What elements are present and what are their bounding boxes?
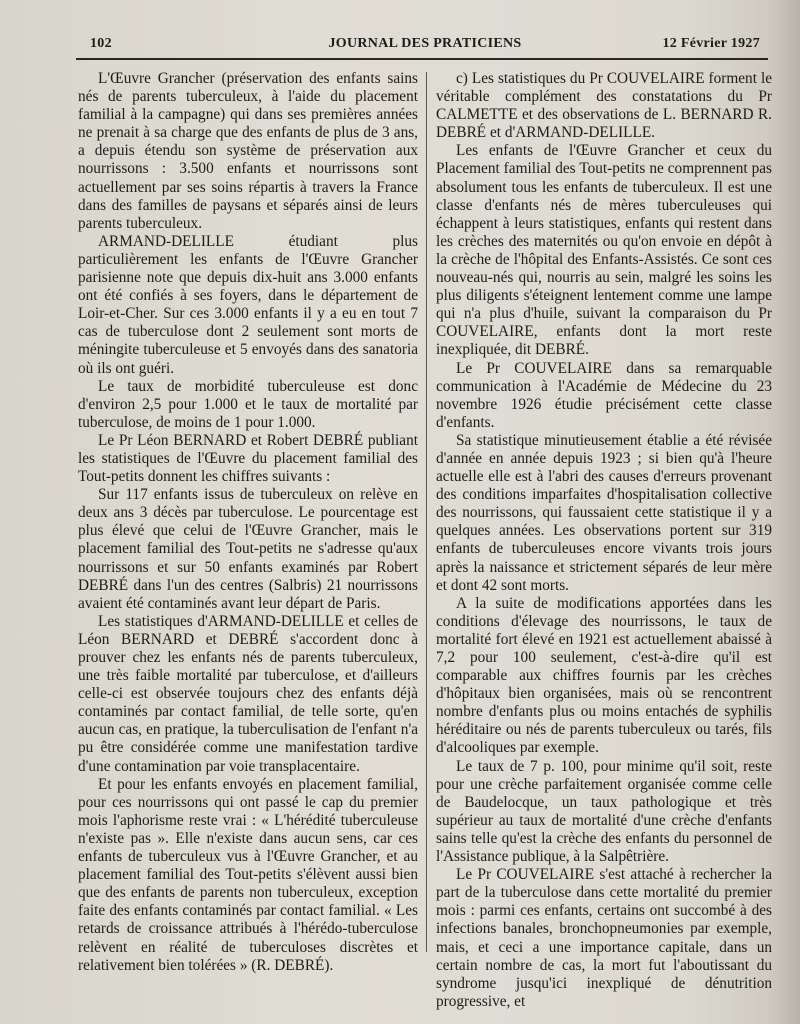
paragraph: Le Pr COUVELAIRE s'est attaché à rechercher la part de la tuberculose dans cette mortalité du premier mois : parmi ces enfants, certains ont succombé à des infections banales, bronchopneumonies par exemple, mais, et ceci a une importance capitale, dans un certain nombre de cas, la mort fut l'aboutissant du syndrome jusqu'ici inexpliqué de dénutrition progressive, et bbox=[436, 866, 772, 1010]
paragraph: Le taux de morbidité tuberculeuse est donc d'environ 2,5 pour 1.000 et le taux de mortalité par tuberculose, de moins de 1 pour 1.000. bbox=[78, 377, 418, 431]
paragraph: Le Pr COUVELAIRE dans sa remarquable communication à l'Académie de Médecine du 23 novembre 1926 étudie précisément cette classe d'enfants. bbox=[436, 359, 772, 431]
page-number: 102 bbox=[90, 36, 112, 51]
paragraph: Sur 117 enfants issus de tuberculeux on relève en deux ans 3 décès par tuberculose. Le pourcentage est plus élevé que celui de l'Œuvre Grancher, mais le placement familial des Tout-petits ne s'adresse qu'aux nourrissons et sur 50 enfants examinés par Robert DEBRÉ dans l'un des centres (Salbris) 21 nourrissons avaient été contaminés avant leur départ de Paris. bbox=[78, 486, 418, 612]
paragraph: A la suite de modifications apportées dans les conditions d'élevage des nourrissons, le taux de mortalité fort élevé en 1921 est actuellement abaissé à 7,2 pour 100 seulement, c'est-à-dire qu'il est comparable aux chiffres fournis par les crèches d'hôpitaux bien organisées, mais où se rencontrent nombre d'enfants plus ou moins entachés de syphilis héréditaire ou nés de parents tuberculeux ou tarés, fils d'alcooliques par exemple. bbox=[436, 594, 772, 757]
paragraph: Et pour les enfants envoyés en placement familial, pour ces nourrissons qui ont passé le cap du premier mois l'aphorisme reste vrai : « L'hérédité tuberculeuse n'existe pas ». Elle n'existe dans aucun sens, car ces enfants de tuberculeux vus à l'Œuvre Grancher, et au placement familial des Tout-petits s'élèvent aussi bien que des enfants de parents non tuberculeux, exception faite des enfants contaminés par contact familial. « Les retards de croissance attribués à l'hérédo-tuberculose relèvent en réalité de tuberculoses discrètes et relativement bien tolérées » (R. DEBRÉ). bbox=[78, 775, 418, 974]
column-divider bbox=[426, 72, 427, 952]
left-column bbox=[78, 70, 418, 975]
paragraph: Les enfants de l'Œuvre Grancher et ceux du Placement familial des Tout-petits ne comprennent pas absolument tous les enfants de tuberculeux. Il est une classe d'enfants nés de mères tuberculeuses qui échappent à leurs statistiques, enfants qui restent dans les crèches des maternités ou qu'on envoie en dépôt à la crèche de l'hôpital des Enfants-Assistés. Ce sont ces nouveau-nés qui, nourris au sein, malgré les soins les plus diligents s'éteignent lentement comme une lampe qui n'a plus d'huile, suivant la comparaison du Pr COUVELAIRE, enfants dont la mort reste inexpliquée, dit DEBRÉ. bbox=[436, 142, 772, 359]
paragraph: c) Les statistiques du Pr COUVELAIRE forment le véritable complément des constatations du Pr CALMETTE et des observations de L. BERNARD R. DEBRÉ et d'ARMAND-DELILLE. bbox=[436, 70, 772, 142]
paragraph: ARMAND-DELILLE étudiant plus particulièrement les enfants de l'Œuvre Grancher parisienne note que depuis dix-huit ans 3.000 enfants ont été confiés à ses foyers, dans le département de Loir-et-Cher. Sur ces 3.000 enfants il y a eu en tout 7 cas de tuberculose dont 2 seulement sont morts de méningite tuberculeuse et 5 envoyés dans des sanatoria où ils ont guéri. bbox=[78, 232, 418, 377]
journal-title: JOURNAL DES PRATICIENS bbox=[328, 36, 522, 51]
paragraph: Le taux de 7 p. 100, pour minime qu'il soit, reste pour une crèche parfaitement organisée comme celle de Baudelocque, un taux pathologique et très supérieur au taux de mortalité d'une crèche d'enfants sains telle qu'est la crèche des enfants du personnel de l'Assistance publique, à la Salpêtrière. bbox=[436, 757, 772, 866]
running-header bbox=[90, 36, 760, 58]
header-rule bbox=[76, 58, 768, 60]
paragraph: Sa statistique minutieusement établie a été révisée d'année en année depuis 1923 ; si bien qu'à l'heure actuelle elle est à l'abri des causes d'erreurs provenant des conditions imparfaites d'hospitalisation collective des nourrissons, qui faussaient cette statistique il y a quelques années. Les observations portent sur 319 enfants de tuberculeuses encore vivants trois jours après la naissance et strictement séparés de leur mère et dont 42 sont morts. bbox=[436, 431, 772, 594]
issue-date: 12 Février 1927 bbox=[662, 36, 760, 51]
paragraph: Le Pr Léon BERNARD et Robert DEBRÉ publiant les statistiques de l'Œuvre du placement familial des Tout-petits donnent les chiffres suivants : bbox=[78, 431, 418, 486]
right-column bbox=[436, 70, 772, 1011]
paragraph: Les statistiques d'ARMAND-DELILLE et celles de Léon BERNARD et DEBRÉ s'accordent donc à prouver chez les enfants nés de parents tuberculeux, une très faible mortalité par tuberculose, et d'ailleurs celle-ci est observée toujours chez des enfants déjà contaminés par contact familial, de telle sorte, qu'en aucun cas, en pratique, la tuberculisation de l'enfant n'a pu être considérée comme une manifestation tardive d'une contamination par voie transplacentaire. bbox=[78, 612, 418, 775]
paragraph: L'Œuvre Grancher (préservation des enfants sains nés de parents tuberculeux, à l'aide du placement familial à la campagne) qui dans ses premières années ne prenait à sa charge que des enfants de plus de 3 ans, a depuis étendu son système de préservation aux nourrissons : 3.500 enfants et nourrissons sont actuellement par ses soins répartis à travers la France dans des familles de paysans et séparés ainsi de leurs parents tuberculeux. bbox=[78, 70, 418, 232]
